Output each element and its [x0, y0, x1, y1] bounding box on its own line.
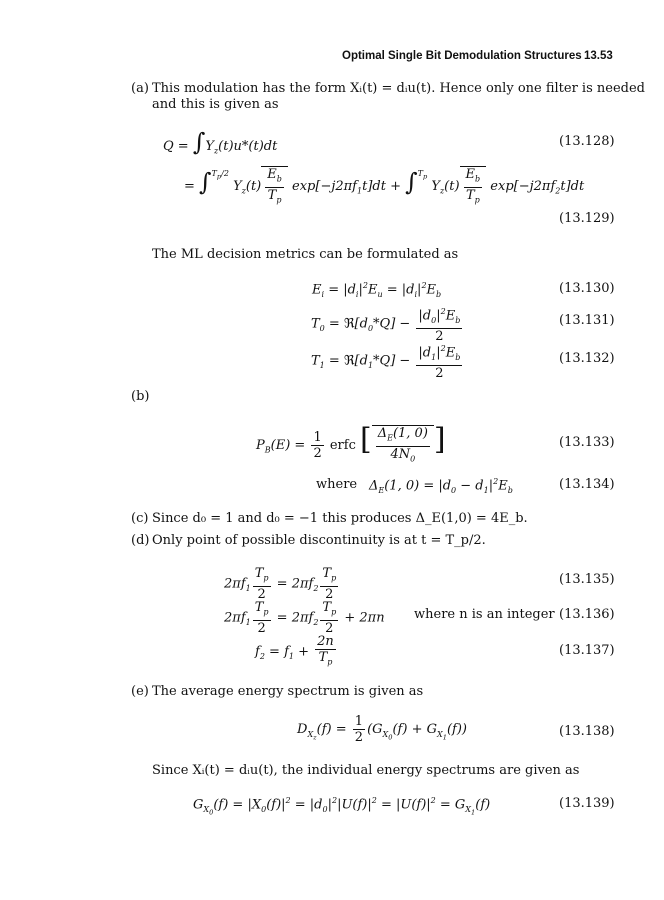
- part-a-label: (a): [131, 81, 149, 96]
- page-number: 13.53: [584, 50, 613, 62]
- integral-icon: ∫: [192, 128, 206, 156]
- part-c-label: (c): [131, 511, 149, 526]
- equation-13-129: = ∫$^{T_p/2}$ $Y_z(t)$ $\frac{E_b}{T_p}$ $\exp[-j2\pi f_1t]dt + \int^{T_p}$ $Y_z(t)$ $\frac{E_b}{T_p}$ $\exp[-j2\pi f_2t]dt$: [184, 166, 584, 207]
- eq134-where: where: [316, 477, 358, 492]
- part-a-line2: and this is given as: [152, 97, 279, 112]
- equation-13-138: $D_{X_z}(f)$ = $\frac{1}{2}$ $(G_{X_0}(f) + G_{X_1}(f))$: [297, 714, 467, 745]
- equation-13-137: $f_2 = f_1$ + $\frac{2n}{T_p}$: [255, 634, 334, 667]
- eq-number-130: (13.130): [559, 281, 615, 296]
- since-text: Since Xᵢ(t) = dᵢu(t), the individual energy spectrums are given as: [152, 763, 580, 778]
- part-e-text: The average energy spectrum is given as: [152, 684, 424, 699]
- eq-number-136: (13.136): [559, 607, 615, 622]
- eq-number-129: (13.129): [559, 211, 615, 226]
- eq-number-131: (13.131): [559, 313, 615, 328]
- part-e-label: (e): [131, 684, 149, 699]
- eq-number-133: (13.133): [559, 435, 615, 450]
- eq-number-132: (13.132): [559, 351, 615, 366]
- eq-number-139: (13.139): [559, 796, 615, 811]
- part-a-line1: This modulation has the form Xᵢ(t) = dᵢu(t). Hence only one filter is needed: [152, 81, 645, 96]
- equation-13-130: $E_i = |d_i|^2E_u = |d_i|^2E_b$: [312, 281, 442, 299]
- part-d-text: Only point of possible discontinuity is at t = T_p/2.: [152, 533, 486, 548]
- equation-13-134: $\Delta_E(1$, $0) = |d_0 - d_1|^2E_b$: [369, 477, 513, 495]
- eq136-note: where n is an integer: [414, 607, 555, 622]
- running-title: Optimal Single Bit Demodulation Structures: [342, 50, 582, 62]
- eq128-lhs: Q =: [163, 139, 193, 154]
- integral-icon: ∫: [405, 168, 418, 197]
- eq-number-138: (13.138): [559, 724, 615, 739]
- equation-13-135: $2\pi f_1$ $\frac{T_p}{2}$ = $2\pi f_2$ $\frac{T_p}{2}$: [224, 566, 337, 602]
- equation-13-139: $G_{X_0}(f) = |X_0(f)|^2 = |d_0|^2|U(f)|^2 = |U(f)|^2 = G_{X_1}(f)$: [193, 796, 491, 817]
- eq-number-134: (13.134): [559, 477, 615, 492]
- equation-13-131: $T_0$ = $ℜ[d_0*Q]$ − $\frac{|d_0|^2E_b}{2}$: [311, 304, 464, 344]
- equation-13-136: $2\pi f_1$ $\frac{T_p}{2}$ = $2\pi f_2$ $\frac{T_p}{2}$ + 2πn: [224, 600, 385, 636]
- part-d-label: (d): [131, 533, 150, 548]
- equation-13-132: $T_1$ = $ℜ[d_1*Q]$ − $\frac{|d_1|^2E_b}{2}$: [311, 341, 464, 381]
- equation-13-128: [163, 128, 277, 156]
- ml-metrics-text: The ML decision metrics can be formulated as: [152, 247, 459, 262]
- eq128-rhs: $Y_z(t)u*(t)dt$: [205, 139, 278, 156]
- part-b-label: (b): [131, 389, 150, 404]
- eq-number-128: (13.128): [559, 134, 615, 149]
- equation-13-133: $P_B(E)$ = $\frac{1}{2}$ erfc [ $\frac{\Delta_E(1, 0)}{4N_0}$ ]: [256, 422, 446, 466]
- integral-icon: ∫: [199, 168, 212, 197]
- eq-number-135: (13.135): [559, 572, 615, 587]
- part-c-text: Since d₀ = 1 and d₀ = −1 this produces Δ_E(1,0) = 4E_b.: [152, 511, 528, 526]
- eq-number-137: (13.137): [559, 643, 615, 658]
